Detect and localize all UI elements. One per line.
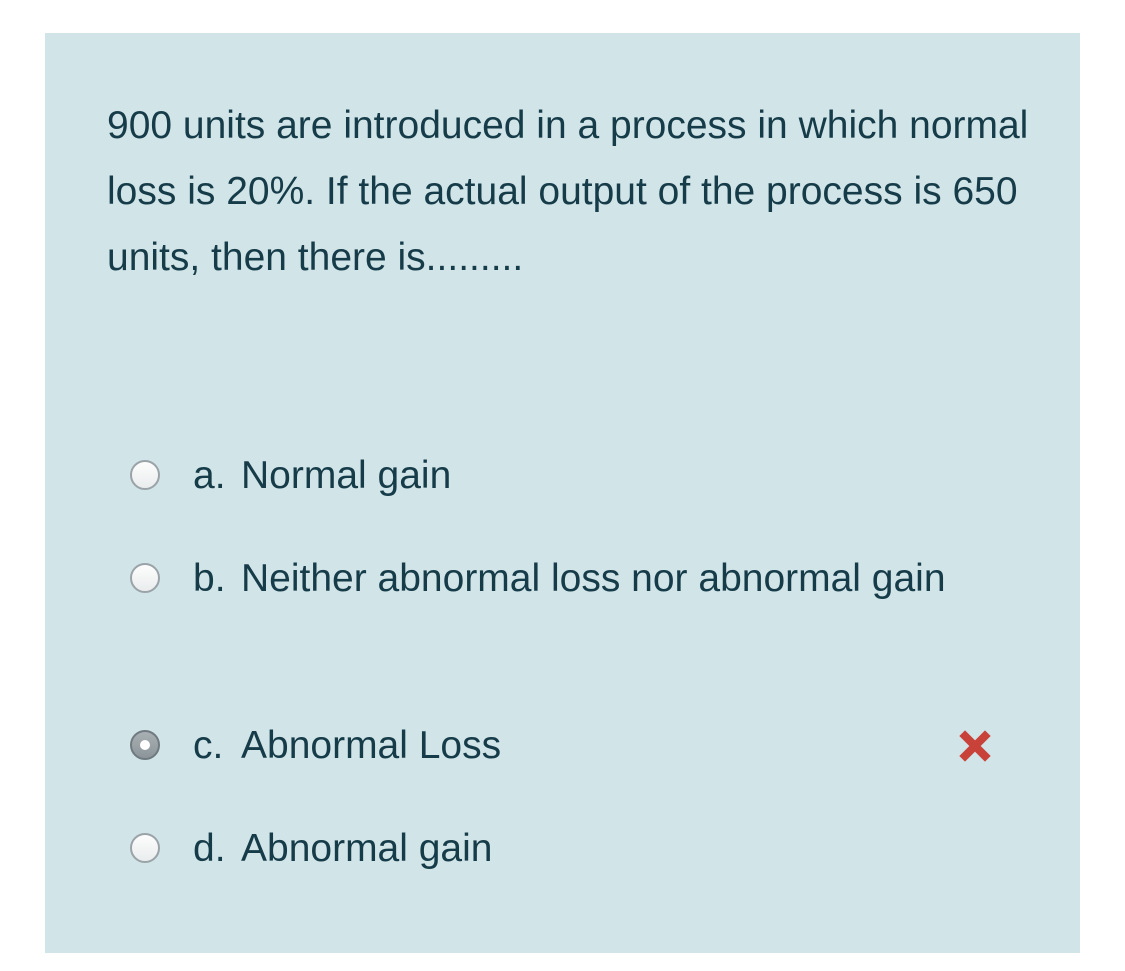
answer-option-c[interactable] (45, 713, 1080, 779)
option-c-label: Abnormal Loss (241, 724, 502, 767)
answer-option-b[interactable] (45, 546, 1080, 678)
radio-button-c-selected[interactable] (130, 730, 160, 760)
option-b-prefix: b. (193, 557, 226, 600)
option-d-label: Abnormal gain (241, 827, 493, 870)
option-b-label: Neither abnormal loss nor abnormal gain (241, 557, 946, 600)
question-card (45, 33, 1080, 953)
incorrect-x-icon (958, 729, 992, 763)
option-a-prefix: a. (193, 454, 226, 497)
option-d-prefix: d. (193, 827, 226, 870)
radio-button-a[interactable] (130, 460, 160, 490)
radio-button-b[interactable] (130, 563, 160, 593)
radio-button-d[interactable] (130, 833, 160, 863)
answer-option-d[interactable] (45, 816, 1080, 882)
option-a-label: Normal gain (241, 454, 452, 497)
answer-option-a[interactable] (45, 443, 1080, 509)
option-c-prefix: c. (193, 724, 224, 767)
question-text: 900 units are introduced in a process in which normal loss is 20%. If the actual output of the process is 650 units, then there is......... (107, 104, 1029, 279)
